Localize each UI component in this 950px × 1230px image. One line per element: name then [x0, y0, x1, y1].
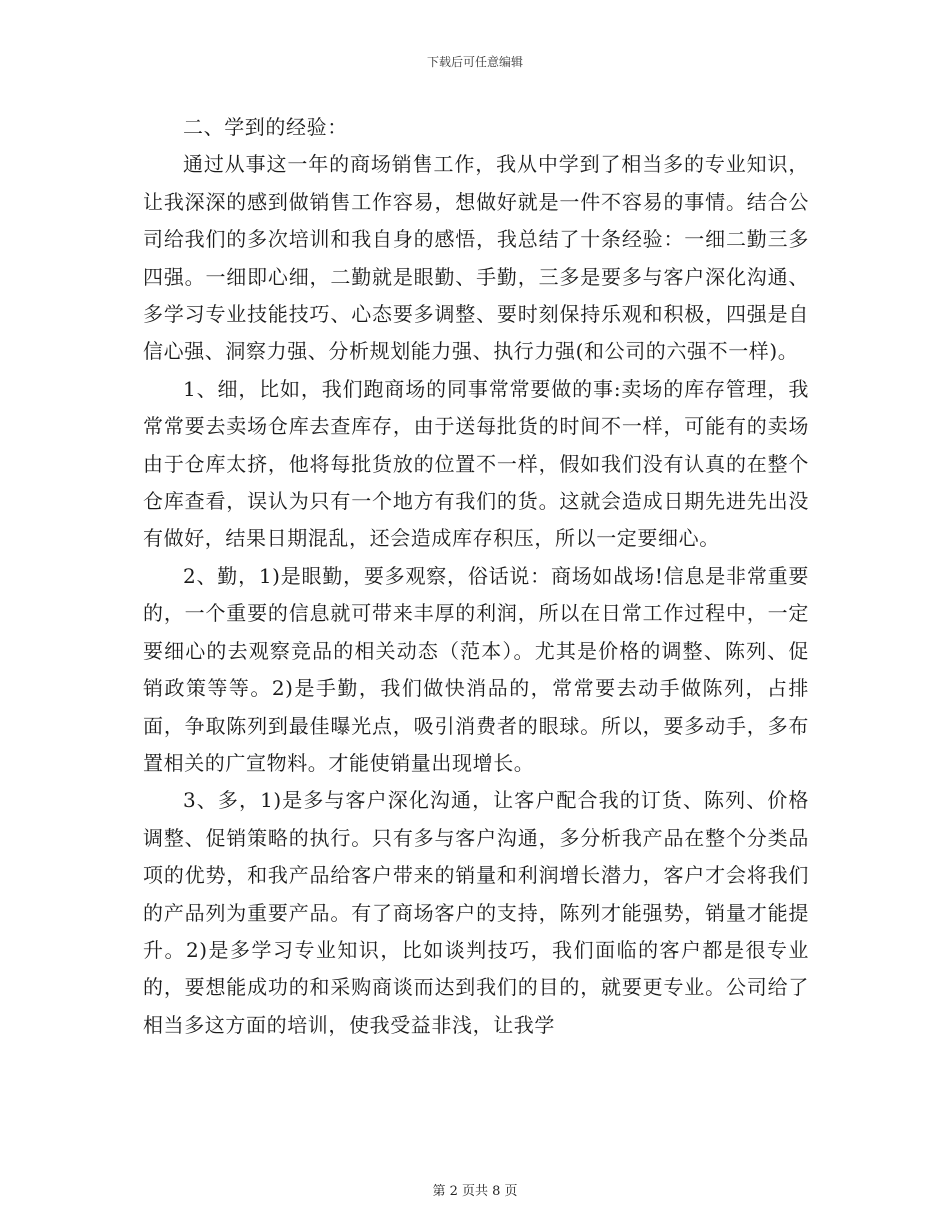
section-heading: 二、学到的经验： — [183, 115, 348, 139]
paragraph-detail: 1、细，比如，我们跑商场的同事常常要做的事:卖场的库存管理，我常常要去卖场仓库去查库存，由于送每批货的时间不一样，可能有的卖场由于仓库太挤，他将每批货放的位置不一样，假如我们没有认真的在整个仓库查看，误认为只有一个地方有我们的货。这就会造成日期先进先出没有做好，结果日期混乱，还会造成库存积压，所以一定要细心。 — [143, 376, 809, 551]
paragraph-diligence: 2、勤，1)是眼勤，要多观察，俗话说：商场如战场!信息是非常重要的，一个重要的信息就可带来丰厚的利润，所以在日常工作过程中，一定要细心的去观察竞品的相关动态（范本）。尤其是价格的调整、陈列、促销政策等等。2)是手勤，我们做快消品的，常常要去动手做陈列，占排面，争取陈列到最佳曝光点，吸引消费者的眼球。所以，要多动手，多布置相关的广宣物料。才能使销量出现增长。 — [143, 563, 809, 775]
paragraph-intro: 通过从事这一年的商场销售工作，我从中学到了相当多的专业知识，让我深深的感到做销售工作容易，想做好就是一件不容易的事情。结合公司给我们的多次培训和我自身的感悟，我总结了十条经验：一细二勤三多四强。一细即心细，二勤就是眼勤、手勤，三多是要多与客户深化沟通、多学习专业技能技巧、心态要多调整、要时刻保持乐观和积极，四强是自信心强、洞察力强、分析规划能力强、执行力强(和公司的六强不一样)。 — [143, 152, 809, 364]
paragraph-more: 3、多，1)是多与客户深化沟通，让客户配合我的订货、陈列、价格调整、促销策略的执行。只有多与客户沟通，多分析我产品在整个分类品项的优势，和我产品给客户带来的销量和利润增长潜力，客户才会将我们的产品列为重要产品。有了商场客户的支持，陈列才能强势，销量才能提升。2)是多学习专业知识，比如谈判技巧，我们面临的客户都是很专业的，要想能成功的和采购商谈而达到我们的目的，就要更专业。公司给了相当多这方面的培训，使我受益非浅，让我学 — [143, 788, 809, 1037]
page-number: 第 2 页共 8 页 — [432, 1184, 518, 1199]
document-body — [143, 109, 809, 1044]
page-header-note: 下载后可任意编辑 — [426, 55, 523, 69]
